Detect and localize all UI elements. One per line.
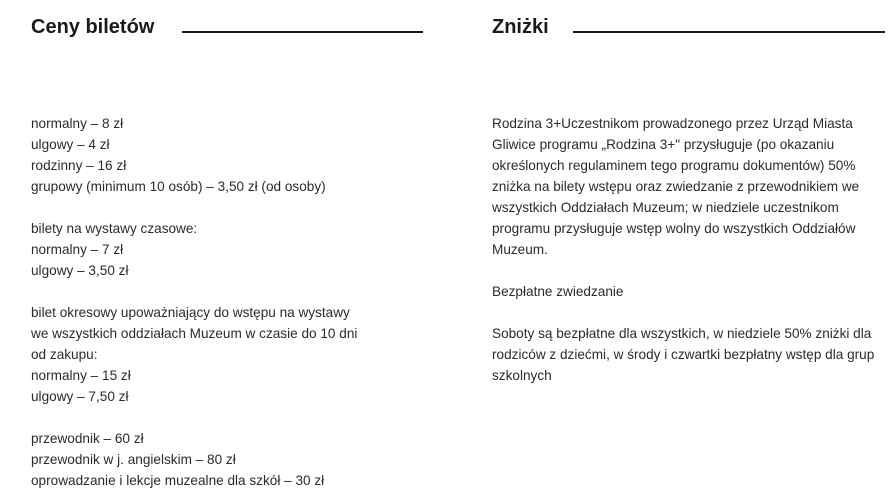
price-line: ulgowy – 7,50 zł <box>31 389 129 404</box>
prices-header <box>31 0 451 60</box>
price-line: oprowadzanie i lekcje muzealne dla szkół – 30 zł <box>31 473 325 488</box>
spacer <box>492 260 887 281</box>
price-line: przewodnik w j. angielskim – 80 zł <box>31 452 236 467</box>
price-line: przewodnik – 60 zł <box>31 431 144 446</box>
discounts-title-rule <box>573 31 885 33</box>
free-entry-paragraph: Soboty są bezpłatne dla wszystkich, w niedziele 50% zniżki dla rodziców z dziećmi, w środy i czwartki bezpłatny wstęp dla grup szkolnych <box>492 326 875 383</box>
price-line: normalny – 7 zł <box>31 242 124 257</box>
spacer <box>31 197 357 218</box>
price-line: ulgowy – 4 zł <box>31 137 110 152</box>
free-entry-heading: Bezpłatne zwiedzanie <box>492 284 624 299</box>
price-line: rodzinny – 16 zł <box>31 158 127 173</box>
prices-title-rule <box>182 31 423 33</box>
price-line: bilet okresowy upoważniający do wstępu na wystawy <box>31 305 350 320</box>
prices-title: Ceny biletów <box>31 16 155 38</box>
discounts-column <box>492 0 887 383</box>
price-line: od zakupu: <box>31 347 98 362</box>
rodzina-paragraph: Rodzina 3+Uczestnikom prowadzonego przez Urząd Miasta Gliwice programu „Rodzina 3+" przysługuje (po okazaniu określonych regulaminem tego programu dokumentów) 50% zniżka na bilety wstępu oraz zwiedzanie z przewodnikiem we wszystkich Oddziałach Muzeum; w niedziele uczestnikom programu przysługuje wstęp wolny do wszystkich Oddziałów Muzeum. <box>492 116 860 257</box>
discounts-body <box>492 113 887 386</box>
discounts-title: Zniżki <box>492 16 549 38</box>
spacer <box>31 281 357 302</box>
price-line: bilety na wystawy czasowe: <box>31 221 198 236</box>
spacer <box>492 302 887 323</box>
prices-column <box>31 0 451 488</box>
discounts-header <box>492 0 887 60</box>
prices-list <box>31 113 357 491</box>
price-line: normalny – 8 zł <box>31 116 124 131</box>
spacer <box>31 407 357 428</box>
price-line: grupowy (minimum 10 osób) – 3,50 zł (od osoby) <box>31 179 326 194</box>
price-line: we wszystkich oddziałach Muzeum w czasie do 10 dni <box>31 326 358 341</box>
price-line: ulgowy – 3,50 zł <box>31 263 129 278</box>
price-line: normalny – 15 zł <box>31 368 131 383</box>
